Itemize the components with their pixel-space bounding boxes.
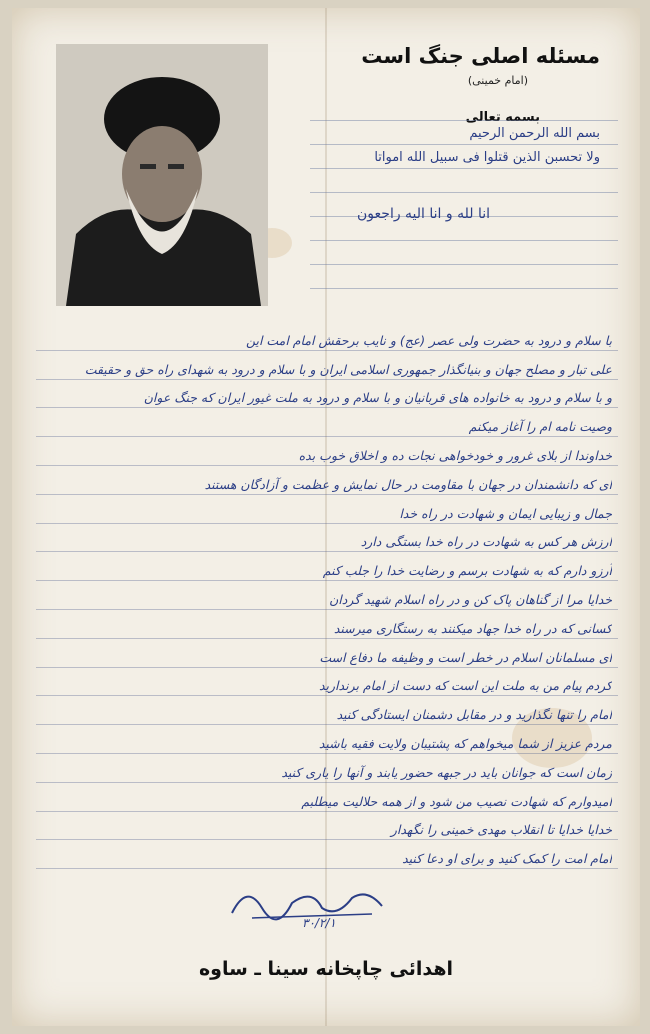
letter-line: علی تبار و مصلح جهان و بنیانگذار جمهوری اسلامی ایران و با سلام و درود به شهدای راه حق و حقیقت: [36, 351, 618, 380]
letter-line: زمان است که جوانان باید در جبهه حضور یابند و آنها را یاری کنید: [36, 754, 618, 783]
letter-body: [36, 322, 618, 869]
letter-line: خدایا خدایا تا انقلاب مهدی خمینی را نگهدار: [36, 812, 618, 841]
handwritten-basmala: بسم الله الرحمن الرحیم: [469, 126, 600, 141]
letter-line: جمال و زیبایی ایمان و شهادت در راه خدا: [36, 495, 618, 524]
handwritten-inna-lillah: انا لله و انا الیه راجعون: [357, 206, 490, 222]
letter-line: کردم پیام من به ملت این است که دست از امام برندارید: [36, 668, 618, 697]
letter-line: ای مسلمانان اسلام در خطر است و وظیفه ما دفاع است: [36, 639, 618, 668]
letter-line: وصیت نامه ام را آغاز میکنم: [36, 408, 618, 437]
letter-sheet: [12, 8, 640, 1026]
letter-line: ای که دانشمندان در جهان با مقاومت در حال نمایش و عظمت و آزادگان هستند: [36, 466, 618, 495]
handwritten-verse: ولا تحسبن الذین قتلوا فی سبیل الله امواتا: [374, 150, 600, 165]
portrait-photo: [56, 44, 268, 306]
letter-line: و با سلام و درود به خانواده های قربانیان و با سلام و درود به ملت غیور ایران که جنگ عوان: [36, 380, 618, 409]
invocation-text: بسمه تعالی: [465, 110, 540, 125]
letter-line: امام امت را کمک کنید و برای او دعا کنید: [36, 840, 618, 869]
letter-line: آرزو دارم که به شهادت برسم و رضایت خدا را جلب کنم: [36, 552, 618, 581]
letter-line: امام را تنها نگذارید و در مقابل دشمنان ایستادگی کنید: [36, 696, 618, 725]
letter-line: خدایا مرا از گناهان پاک کن و در راه اسلام شهید گردان: [36, 581, 618, 610]
letter-line: کسانی که در راه خدا جهاد میکنند به رستگاری میرسند: [36, 610, 618, 639]
printer-credit: اهدائی چاپخانه سینا ـ ساوه: [198, 958, 454, 980]
title-attribution: (امام خمینی): [467, 74, 528, 87]
letter-line: ارزش هر کس به شهادت در راه خدا بستگی دارد: [36, 524, 618, 553]
letter-line: مردم عزیز از شما میخواهم که پشتیبان ولایت فقیه باشید: [36, 725, 618, 754]
letter-line: امیدوارم که شهادت نصیب من شود و از همه حلالیت میطلبم: [36, 783, 618, 812]
letter-line: خداوندا از بلای غرور و خودخواهی نجات ده و اخلاق خوب بده: [36, 437, 618, 466]
document-title: مسئله اصلی جنگ است: [361, 44, 600, 68]
signature-date: ۳۰/۲/۱: [302, 916, 336, 930]
letter-line: با سلام و درود به حضرت ولی عصر (عج) و نایب برحقش امام امت این: [36, 322, 618, 351]
